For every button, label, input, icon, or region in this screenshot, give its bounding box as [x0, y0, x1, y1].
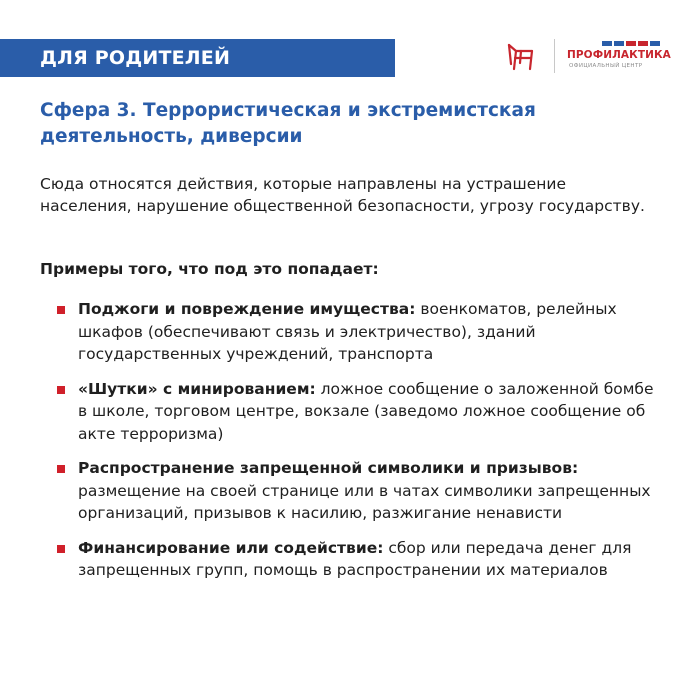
logo-subtitle: ОФИЦИАЛЬНЫЙ ЦЕНТР: [569, 63, 643, 69]
list-item: [57, 457, 657, 525]
logo-name: ПРОФИЛАКТИКА: [567, 49, 671, 61]
examples-list: [57, 298, 657, 594]
bullet-square-icon: [57, 545, 65, 553]
intro-paragraph: Сюда относятся действия, которые направлены на устрашение населения, нарушение общественной безопасности, угрозу государству.: [40, 175, 645, 215]
logo: [505, 38, 670, 76]
item-text: размещение на своей странице или в чатах символики запрещенных организаций, призывов к насилию, разжигание ненависти: [78, 481, 651, 522]
chair-logo-icon: [505, 40, 537, 72]
banner-title: ДЛЯ РОДИТЕЛЕЙ: [40, 47, 231, 69]
item-title: Финансирование или содействие:: [78, 538, 384, 557]
bullet-square-icon: [57, 386, 65, 394]
bullet-square-icon: [57, 465, 65, 473]
logo-flags: [602, 41, 660, 46]
item-text: военкоматов, релейных шкафов (обеспечивают связь и электричество), зданий государственных учреждений, транспорта: [78, 300, 617, 363]
bullet-square-icon: [57, 306, 65, 314]
item-title: Поджоги и повреждение имущества:: [78, 300, 416, 318]
header-banner: [0, 39, 395, 77]
list-item: [57, 298, 657, 366]
logo-divider: [554, 39, 555, 73]
item-title: «Шутки» с минированием:: [78, 379, 316, 398]
item-title: Распространение запрещенной символики и призывов:: [78, 459, 579, 477]
page-heading: Сфера 3. Террористическая и экстремистская деятельность, диверсии: [40, 100, 536, 147]
item-text: сбор или передача денег для запрещенных групп, помощь в распространении их материалов: [78, 538, 632, 579]
list-item: [57, 378, 657, 446]
list-item: [57, 537, 657, 582]
examples-title: Примеры того, что под это попадает:: [40, 260, 379, 278]
item-text: ложное сообщение о заложенной бомбе в школе, торговом центре, вокзале (заведомо ложное сообщение об акте терроризма): [78, 379, 654, 443]
